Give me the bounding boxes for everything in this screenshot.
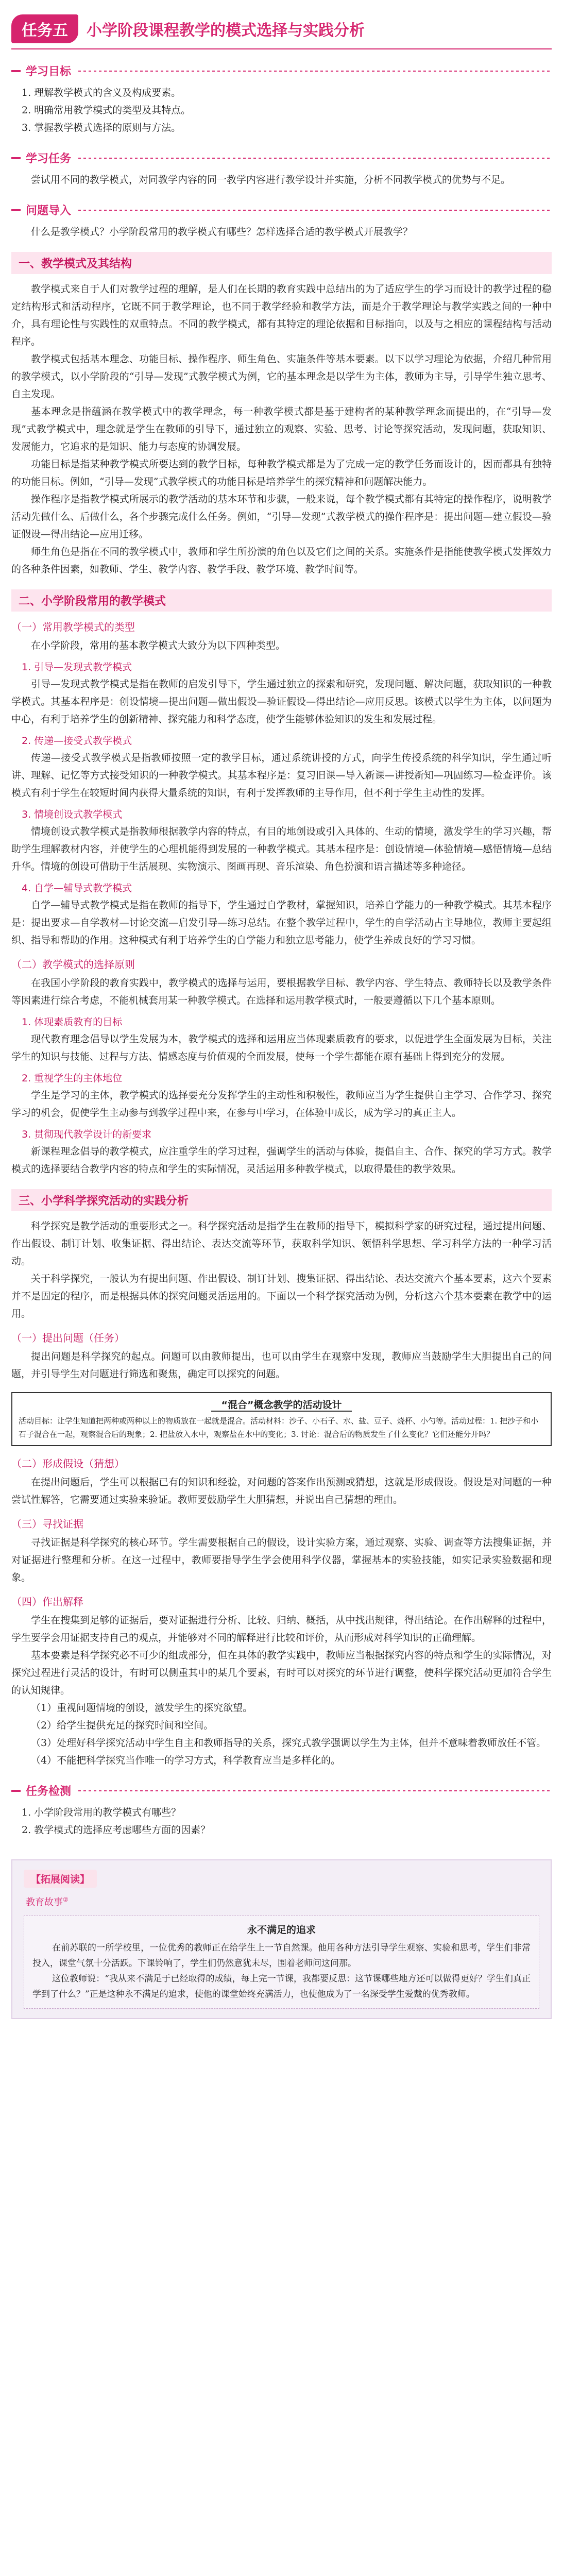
- paragraph: 寻找证据是科学探究的核心环节。学生需要根据自己的假设，设计实验方案，通过观察、实验、调查等方法搜集证据，并对证据进行整理和分析。在这一过程中，教师要指导学生学会使用科学仪器，掌握基本的实验技能，如实记录实验数据和现象。: [11, 1537, 552, 1583]
- section-label: 问题导入: [26, 205, 72, 217]
- section-tasks: [11, 150, 552, 166]
- paragraph: 引导—发现式教学模式是指在教师的启发引导下，学生通过独立的探索和研究，发现问题、解决问题，获取知识的一种教学模式。其基本程序是：创设情境—提出问题—做出假设—验证假设—得出结论—应用反思。该模式以学生为主体，以问题为中心，有利于培养学生的创新精神、探究能力和科学态度，使学生能够体验知识的发生和发展过程。: [11, 679, 552, 725]
- extension-box: [11, 1859, 552, 2019]
- section-label: 学习目标: [26, 65, 72, 78]
- paragraph: 关于科学探究，一般认为有提出问题、作出假设、制订计划、搜集证据、得出结论、表达交流六个基本要素，这六个要素并不是固定的程序，而是根据具体的探究问题灵活运用的。下面以一个科学探究活动为例，分析这六个基本要素在教学中的运用。: [11, 1273, 552, 1319]
- subheading: （三）寻找证据: [11, 1518, 83, 1530]
- paragraph: 操作程序是指教学模式所展示的教学活动的基本环节和步骤，一般来说，每个教学模式都有其特定的操作程序，说明教学活动先做什么、后做什么，各个步骤完成什么任务。例如，“引导—发现”式教学模式的操作程序是：提出问题—建立假设—验证假设—得出结论—应用迁移。: [11, 494, 552, 540]
- goal-item: 1. 理解教学模式的含义及构成要素。: [22, 87, 181, 98]
- paragraph: 现代教育理念倡导以学生发展为本，教学模式的选择和运用应当体现素质教育的要求，以促进学生全面发展为目标，关注学生的知识与技能、过程与方法、情感态度与价值观的全面发展，使每一个学生都能在原有基础上得到充分的发展。: [11, 1033, 552, 1062]
- paragraph: 在提出问题后，学生可以根据已有的知识和经验，对问题的答案作出预测或猜想，这就是形成假设。假设是对问题的一种尝试性解答，它需要通过实验来验证。教师要鼓励学生大胆猜想，并说出自己猜想的理由。: [11, 1477, 552, 1505]
- activity-box-title-text: “混合”概念教学的活动设计: [211, 1399, 352, 1412]
- subheading: （二）教学模式的选择原则: [11, 958, 135, 971]
- story-title: 永不满足的追求: [247, 1924, 316, 1936]
- activity-box-text: 活动目标：让学生知道把两种或两种以上的物质放在一起就是混合。活动材料：沙子、小石子、水、盐、豆子、烧杯、小勺等。活动过程：1. 把沙子和小石子混合在一起，观察混合后的现象；2. 把盐放入水中，观察盐在水中的变化；3. 讨论：混合后的物质发生了什么变化？它们还能分开吗？: [19, 1416, 539, 1439]
- paragraph: 学生在搜集到足够的证据后，要对证据进行分析、比较、归纳、概括，从中找出规律，得出结论。在作出解释的过程中，学生要学会用证据支持自己的观点，并能够对不同的解释进行比较和评价，从而形成对科学知识的正确理解。: [11, 1615, 552, 1643]
- paragraph: 基本要素是科学探究必不可少的组成部分，但在具体的教学实践中，教师应当根据探究内容的特点和学生的实际情况，对探究过程进行灵活的设计，有时可以侧重其中的某几个要素，有时可以对探究的环节进行调整，使科学探究活动更加符合学生的认知规律。: [11, 1650, 552, 1696]
- check-item: 2. 教学模式的选择应考虑哪些方面的因素？: [22, 1824, 211, 1836]
- story-panel: [24, 1916, 539, 2009]
- goal-item: 3. 掌握教学模式选择的原则与方法。: [22, 122, 181, 133]
- principle-heading: 1. 体现素质教育的目标: [22, 1016, 123, 1028]
- section-rule: [78, 1790, 552, 1791]
- goal-item: 2. 明确常用教学模式的类型及其特点。: [22, 105, 191, 116]
- section-rule: [78, 71, 552, 72]
- subheading: （一）提出问题（任务）: [11, 1332, 125, 1344]
- paragraph: 教学模式来自于人们对教学过程的理解，是人们在长期的教育实践中总结出的为了适应学生的学习而设计的教学过程的稳定结构形式和活动程序，它既不同于教学理论，也不同于教学经验和教学方法，而是介于教学理论与教学实践之间的一种中介，具有理论性与实践性的双重特点。不同的教学模式，都有其特定的理论依据和目标指向，以及与之相应的课程结构与活动程序。: [11, 283, 552, 347]
- paragraph: 自学—辅导式教学模式是指在教师的指导下，学生通过自学教材，掌握知识，培养自学能力的一种教学模式。其基本程序是：提出要求—自学教材—讨论交流—启发引导—练习总结。在整个教学过程中，学生的自学活动占主导地位，教师主要起组织、指导和帮助的作用。这种模式有利于培养学生的自学能力和独立思考能力，使学生养成良好的学习习惯。: [11, 900, 552, 946]
- task-pill: 任务五: [11, 14, 78, 43]
- paragraph: 科学探究是教学活动的重要形式之一。科学探究活动是指学生在教师的指导下，模拟科学家的研究过程，通过提出问题、作出假设、制订计划、收集证据、得出结论、表达交流等环节，获取科学知识、领悟科学思想、学习科学方法的一种学习活动。: [11, 1221, 552, 1267]
- section-check: [11, 1783, 552, 1799]
- paragraph: 提出问题是科学探究的起点。问题可以由教师提出，也可以由学生在观察中发现，教师应当鼓励学生大胆提出自己的问题，并引导学生对问题进行筛选和聚焦，确定可以探究的问题。: [11, 1351, 552, 1380]
- section-question: [11, 202, 552, 218]
- section-label: 学习任务: [26, 152, 72, 165]
- task-header: [11, 0, 552, 44]
- section-marker: [11, 157, 21, 159]
- principle-heading: 3. 贯彻现代教学设计的新要求: [22, 1129, 152, 1140]
- section-rule: [78, 210, 552, 211]
- activity-box-title: [19, 1397, 544, 1411]
- list-item: （4）不能把科学探究当作唯一的学习方式，科学教育应当是多样化的。: [31, 1755, 341, 1766]
- part3-heading: 三、小学科学探究活动的实践分析: [11, 1189, 552, 1211]
- principle-heading: 2. 重视学生的主体地位: [22, 1073, 123, 1084]
- paragraph: 教学模式包括基本理念、功能目标、操作程序、师生角色、实施条件等基本要素。以下以学习理论为依据，介绍几种常用的教学模式，以小学阶段的“引导—发现”式教学模式为例，它的基本理念是以学生为主体，教师为主导，引导学生独立思考、自主发现。: [11, 353, 552, 400]
- list-item: （1）重视问题情境的创设，激发学生的探究欲望。: [31, 1702, 253, 1714]
- section-rule: [78, 158, 552, 159]
- model-heading: 3. 情境创设式教学模式: [22, 809, 123, 820]
- paragraph: 学生是学习的主体，教学模式的选择要充分发挥学生的主动性和积极性，教师应当为学生提供自主学习、合作学习、探究学习的机会，促使学生主动参与到教学过程中来，在参与中学习，在体验中成长，成为学习的真正主人。: [11, 1090, 552, 1118]
- story-paragraph: 这位教师说：“我从来不满足于已经取得的成绩，每上完一节课，我都要反思：这节课哪些地方还可以做得更好？学生们真正学到了什么？”正是这种永不满足的追求，使他的课堂始终充满活力，也使他成为了一名深受学生爱戴的优秀教师。: [32, 1974, 531, 1999]
- story-paragraph: 在前苏联的一所学校里，一位优秀的教师正在给学生上一节自然课。他用各种方法引导学生观察、实验和思考，学生们非常投入，课堂气氛十分活跃。下课铃响了，学生们仍然意犹未尽，围着老师问这问那。: [32, 1943, 531, 1969]
- list-item: （2）给学生提供充足的探究时间和空间。: [31, 1720, 214, 1731]
- section-goals: [11, 63, 552, 79]
- list-item: （3）处理好科学探究活动中学生自主和教师指导的关系，探究式教学强调以学生为主体，但并不意味着教师放任不管。: [31, 1737, 547, 1749]
- paragraph: 师生角色是指在不同的教学模式中，教师和学生所扮演的角色以及它们之间的关系。实施条件是指能使教学模式发挥效力的各种条件因素，如教师、学生、教学内容、教学手段、教学环境、教学时间等。: [11, 546, 552, 575]
- extension-subtitle-text: 教育故事: [26, 1897, 63, 1908]
- section-marker: [11, 70, 21, 72]
- part1-heading: 一、教学模式及其结构: [11, 252, 552, 274]
- task-title: 小学阶段课程教学的模式选择与实践分析: [87, 22, 365, 40]
- paragraph: 在小学阶段，常用的基本教学模式大致分为以下四种类型。: [31, 640, 286, 651]
- model-heading: 2. 传递—接受式教学模式: [22, 735, 132, 747]
- activity-box: [11, 1392, 552, 1446]
- part2-heading: 二、小学阶段常用的教学模式: [11, 589, 552, 612]
- paragraph: 基本理念是指蕴涵在教学模式中的教学理念，每一种教学模式都是基于建构者的某种教学理念而提出的，在“引导—发现”式教学模式中，理念就是学生在教师的引导下，通过独立的观察、实验、思考、讨论等探究活动，发现问题，获取知识、发展能力，它追求的是知识、能力与态度的协调发展。: [11, 406, 552, 452]
- paragraph: 在我国小学阶段的教育实践中，教学模式的选择与运用，要根据教学目标、教学内容、学生特点、教师特长以及教学条件等因素进行综合考虑，不能机械套用某一种教学模式。在选择和运用教学模式时，一般要遵循以下几个基本原则。: [11, 977, 552, 1006]
- section-label: 任务检测: [26, 1785, 72, 1798]
- check-item: 1. 小学阶段常用的教学模式有哪些？: [22, 1807, 181, 1818]
- subheading: （二）形成假设（猜想）: [11, 1458, 125, 1470]
- footnote-ref: ②: [63, 1896, 69, 1903]
- model-heading: 4. 自学—辅导式教学模式: [22, 883, 132, 894]
- model-heading: 1. 引导—发现式教学模式: [22, 662, 132, 673]
- subheading: （四）作出解释: [11, 1596, 83, 1608]
- question-text: 什么是教学模式？小学阶段常用的教学模式有哪些？怎样选择合适的教学模式开展教学？: [31, 226, 413, 238]
- section-marker: [11, 209, 21, 211]
- section-marker: [11, 1790, 21, 1792]
- extension-tag: 【拓展阅读】: [24, 1870, 97, 1888]
- paragraph: 情境创设式教学模式是指教师根据教学内容的特点，有目的地创设或引入具体的、生动的情境，激发学生的学习兴趣，帮助学生理解教材内容，并使学生的心理机能得到发展的一种教学模式。其基本程序是：创设情境—体验情境—感悟情境—总结升华。情境的创设可借助于生活展现、实物演示、图画再现、音乐渲染、角色扮演和语言描述等多种途径。: [11, 826, 552, 872]
- tasks-text: 尝试用不同的教学模式，对同教学内容的同一教学内容进行教学设计并实施，分析不同教学模式的优势与不足。: [31, 174, 511, 185]
- header-divider: [11, 48, 552, 49]
- subheading: （一）常用教学模式的类型: [11, 621, 135, 633]
- extension-subtitle: [26, 1895, 539, 1908]
- paragraph: 传递—接受式教学模式是指教师按照一定的教学目标，通过系统讲授的方式，向学生传授系统的科学知识，学生通过听讲、理解、记忆等方式接受知识的一种教学模式。其基本程序是：复习旧课—导入新课—讲授新知—巩固练习—检查评价。该模式有利于学生在较短时间内获得大量系统的知识，有利于发挥教师的主导作用，但不利于学生主动性的发挥。: [11, 752, 552, 799]
- paragraph: 新课程理念倡导的教学模式，应注重学生的学习过程，强调学生的活动与体验，提倡自主、合作、探究的学习方式。教学模式的选择要结合教学内容的特点和学生的实际情况，灵活运用多种教学模式，以取得最佳的教学效果。: [11, 1146, 552, 1175]
- paragraph: 功能目标是指某种教学模式所要达到的教学目标，每种教学模式都是为了完成一定的教学任务而设计的，因而都具有独特的功能目标。例如，“引导—发现”式教学模式的功能目标是培养学生的探究精神和问题解决能力。: [11, 459, 552, 487]
